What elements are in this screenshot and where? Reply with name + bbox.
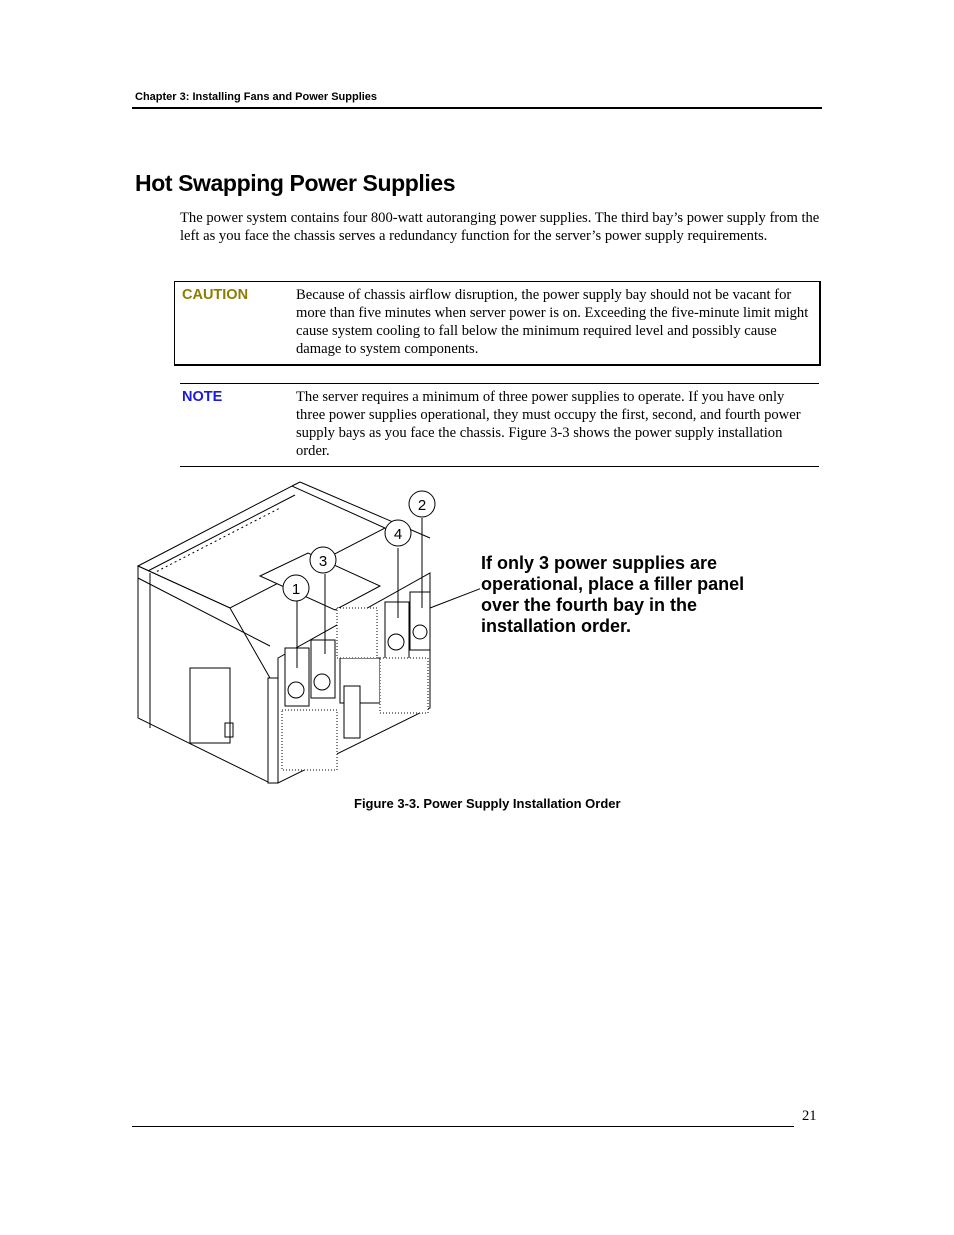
- callout-4: 4: [393, 526, 403, 543]
- page-number: 21: [802, 1108, 817, 1124]
- header-rule: [132, 107, 822, 109]
- intro-paragraph: The power system contains four 800-watt autoranging power supplies. The third bay’s power supply from the left as you face the chassis serves a redundancy function for the server’s power supply requirements.: [180, 210, 820, 244]
- caution-text: Because of chassis airflow disruption, the power supply bay should not be vacant for more than five minutes when server power is on. Exceeding the five-minute limit might cause system cooling to fall below the minimum required level and possibly cause damage to system components.: [296, 287, 809, 357]
- figure-caption: Figure 3-3. Power Supply Installation Order: [354, 796, 621, 811]
- caution-box: [174, 281, 821, 366]
- running-header: Chapter 3: Installing Fans and Power Supplies: [135, 91, 378, 103]
- figure-annotation: If only 3 power supplies are operational, place a filler panel over the fourth bay in the installation order.: [481, 553, 745, 636]
- note-top-rule: [180, 383, 819, 384]
- section-title: Hot Swapping Power Supplies: [135, 170, 456, 196]
- note-label: NOTE: [182, 389, 223, 405]
- callout-3: 3: [318, 553, 328, 570]
- caution-label: CAUTION: [182, 287, 249, 303]
- footer-rule: [132, 1126, 794, 1127]
- server-chassis-illustration: [130, 478, 480, 788]
- callout-1: 1: [291, 581, 301, 598]
- note-bottom-rule: [180, 466, 819, 467]
- note-text: The server requires a minimum of three power supplies to operate. If you have only three power supplies operational, they must occupy the first, second, and fourth power supply bays as you face the chassis. Figure 3-3 shows the power supply installation order.: [296, 389, 801, 459]
- callout-2: 2: [417, 497, 427, 514]
